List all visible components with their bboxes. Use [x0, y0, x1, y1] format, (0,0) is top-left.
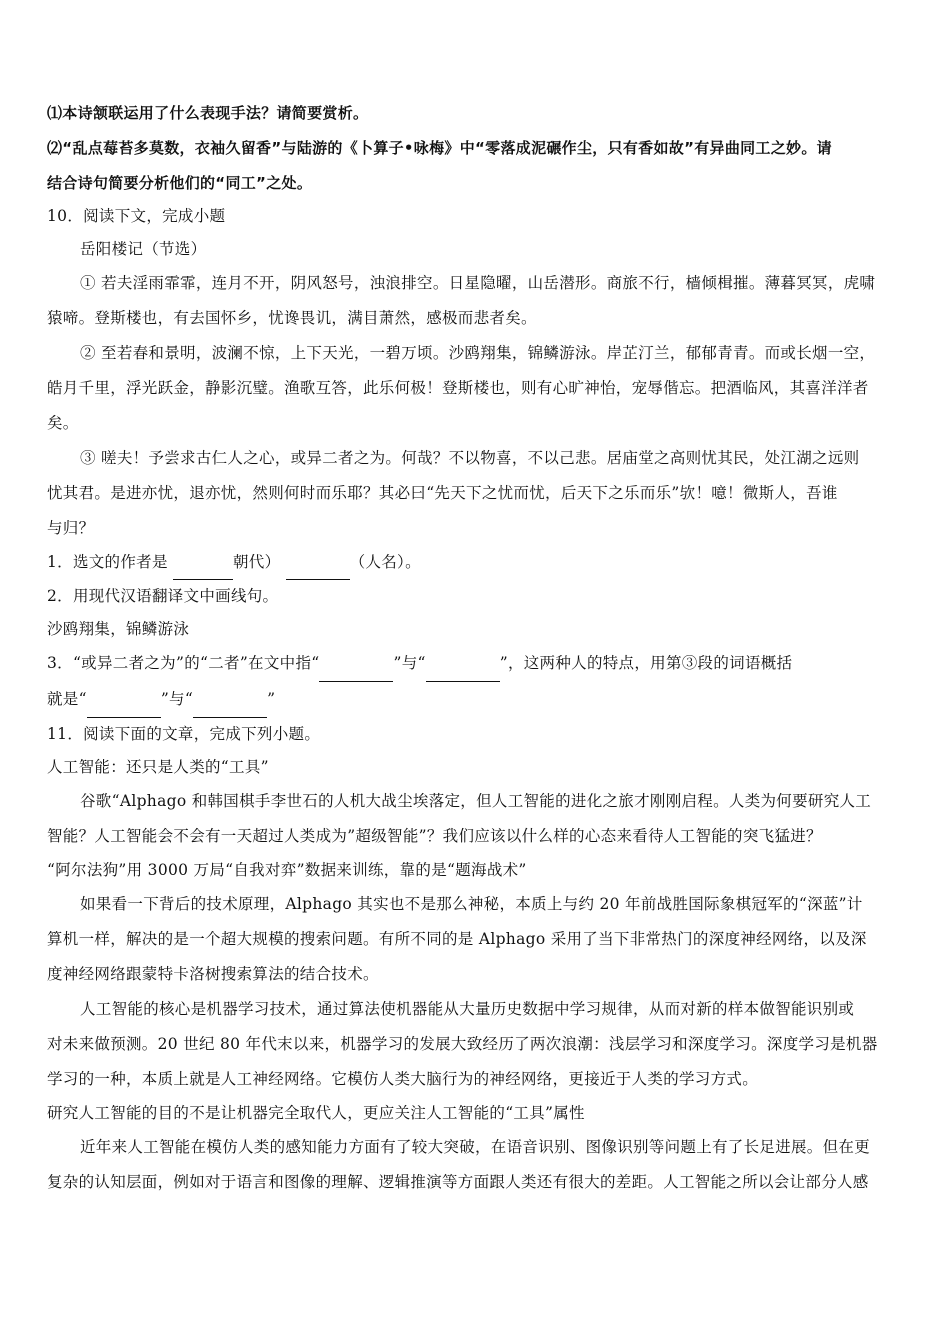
q11-p4-line1: 近年来人工智能在模仿人类的感知能力方面有了较大突破，在语音识别、图像识别等问题上有了长足进展。但在更: [80, 1138, 871, 1156]
document-page: [47, 98, 907, 1200]
q10-question-3-line2: [47, 682, 907, 718]
q10-q3-text-d: 就是“: [47, 690, 87, 708]
q10-p1-line2: 猿啼。登斯楼也，有去国怀乡，忧谗畏讥，满目萧然，感极而悲者矣。: [47, 309, 537, 327]
q11-article-title: 人工智能：还只是人类的“工具”: [47, 758, 269, 776]
q10-q1-blank-dynasty[interactable]: [173, 546, 233, 580]
q10-passage-title: 岳阳楼记（节选）: [80, 240, 207, 258]
q10-p3-line3: 与归？: [47, 519, 95, 537]
q10-p2-line1: ② 至若春和景明，波澜不惊，上下天光，一碧万顷。沙鸥翔集，锦鳞游泳。岸芷汀兰，郁郁青青。而或长烟一空，: [80, 344, 876, 362]
q10-q3-blank-1[interactable]: [319, 646, 393, 682]
q11-p2-line1: 如果看一下背后的技术原理，Alphago 其实也不是那么神秘，本质上与约 20 年前战胜国际象棋冠军的“深蓝”计: [80, 895, 863, 913]
q10-q3-text-f: ”: [267, 690, 276, 708]
q10-q3-text-c: ”，这两种人的特点，用第③段的词语概括: [499, 654, 793, 672]
q10-q1-text-b: 朝代）: [233, 553, 286, 571]
q10-q3-blank-4[interactable]: [193, 682, 267, 718]
q10-q3-blank-2[interactable]: [426, 646, 500, 682]
q11-p4-line2: 复杂的认知层面，例如对于语言和图像的理解、逻辑推演等方面跟人类还有很大的差距。人工智能之所以会让部分人感: [47, 1173, 869, 1191]
q10-p3-line1: ③ 嗟夫！予尝求古仁人之心，或异二者之为。何哉？不以物喜，不以己悲。居庙堂之高则忧其民，处江湖之远则: [80, 449, 860, 467]
q9-sub1: ⑴本诗颔联运用了什么表现手法？请简要赏析。: [47, 104, 369, 122]
q11-p3-line3: 学习的一种，本质上就是人工神经网络。它模仿人类大脑行为的神经网络，更接近于人类的学习方式。: [47, 1070, 759, 1088]
q10-q3-text-b: ”与“: [393, 654, 426, 672]
q11-p1-line1: 谷歌“Alphago 和韩国棋手李世石的人机大战尘埃落定，但人工智能的进化之旅才刚刚启程。人类为何要研究人工: [80, 792, 872, 810]
q11-p1-line2: 智能？人工智能会不会有一天超过人类成为”超级智能”？我们应该以什么样的心态来看待人工智能的突飞猛进？: [47, 827, 822, 845]
q11-p3-line2: 对未来做预测。20 世纪 80 年代末以来，机器学习的发展大致经历了两次浪潮：浅层学习和深度学习。深度学习是机器: [47, 1035, 878, 1053]
q11-p2-line2: 算机一样，解决的是一个超大规模的搜索问题。有所不同的是 Alphago 采用了当下非常热门的深度神经网络，以及深: [47, 930, 867, 948]
q10-question-2: 2．用现代汉语翻译文中画线句。: [47, 587, 279, 605]
q11-subheading-1: “阿尔法狗”用 3000 万局“自我对弈”数据来训练，靠的是“题海战术”: [47, 861, 527, 879]
q10-p2-line2: 皓月千里，浮光跃金，静影沉璧。渔歌互答，此乐何极！登斯楼也，则有心旷神怡，宠辱偕忘。把酒临风，其喜洋洋者: [47, 379, 869, 397]
q11-p2-line3: 度神经网络跟蒙特卡洛树搜索算法的结合技术。: [47, 965, 379, 983]
q10-q1-text-c: （人名）。: [349, 553, 421, 571]
q10-heading: 10．阅读下文，完成小题: [47, 207, 226, 225]
q10-q1-blank-name[interactable]: [286, 546, 350, 580]
q11-p3-line1: 人工智能的核心是机器学习技术，通过算法使机器能从大量历史数据中学习规律，从而对新的样本做智能识别或: [80, 1000, 855, 1018]
q11-subheading-2: 研究人工智能的目的不是让机器完全取代人，更应关注人工智能的“工具”属性: [47, 1104, 585, 1122]
q10-p1-line1: ① 若夫淫雨霏霏，连月不开，阴风怒号，浊浪排空。日星隐曜，山岳潜形。商旅不行，樯倾楫摧。薄暮冥冥，虎啸: [80, 274, 876, 292]
q10-q1-text-a: 1．选文的作者是: [47, 553, 173, 571]
q10-q3-blank-3[interactable]: [87, 682, 161, 718]
q10-p2-line3: 矣。: [47, 414, 79, 432]
q10-p3-line2: 忧其君。是进亦忧，退亦忧，然则何时而乐耶？其必曰“先天下之忧而忧，后天下之乐而乐”欤！噫！微斯人，吾谁: [47, 484, 838, 502]
q10-q3-text-a: 3．“或异二者之为”的“二者”在文中指“: [47, 654, 320, 672]
q10-q2-sentence: 沙鸥翔集，锦鳞游泳: [47, 620, 190, 638]
q10-question-3-line1: [47, 646, 907, 682]
q9-sub2-line1: ⑵“乱点莓苔多莫数，衣袖久留香”与陆游的《卜算子•咏梅》中“零落成泥碾作尘，只有香如故”有异曲同工之妙。请: [47, 139, 832, 157]
q11-heading: 11．阅读下面的文章，完成下列小题。: [47, 725, 321, 743]
q9-sub2-line2: 结合诗句简要分析他们的“同工”之处。: [47, 174, 313, 192]
q10-q3-text-e: ”与“: [160, 690, 194, 708]
q10-question-1: [47, 546, 907, 580]
